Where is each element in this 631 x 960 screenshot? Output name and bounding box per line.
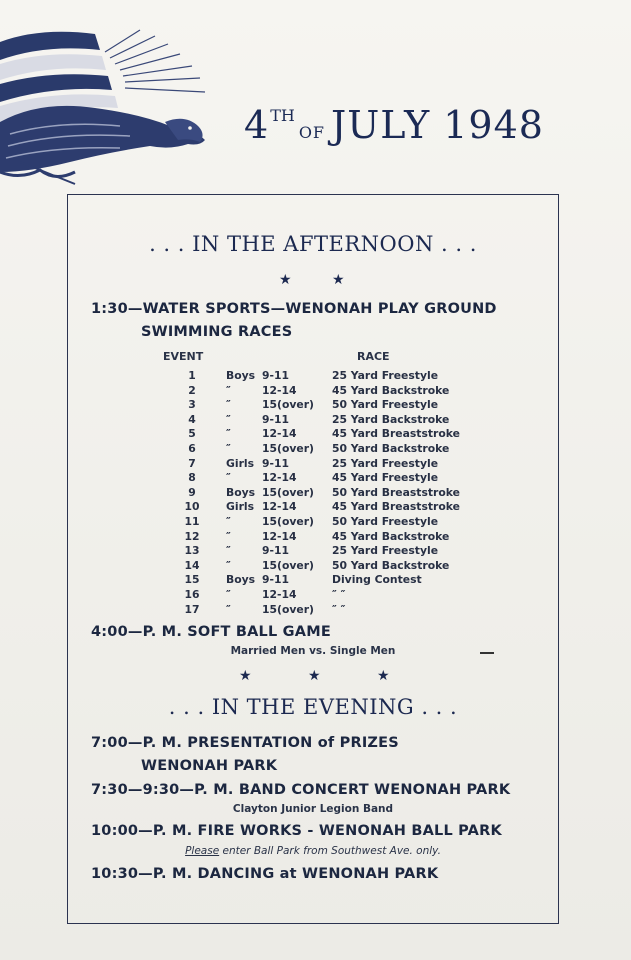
event-race: Diving Contest [332,573,422,587]
event-age: 12-14 [262,529,297,543]
event-race: ″ ″ [332,587,346,601]
star-icon: ★ [377,668,390,684]
event-age: 15(over) [262,441,314,455]
event-race: 50 Yard Freestyle [332,398,439,412]
event-age: 9-11 [262,369,290,382]
band-concert-line: 7:30—9:30—P. M. BAND CONCERT WENONAH PARK [91,782,511,798]
event-number: 13 [184,544,200,558]
prizes-place-line: WENONAH PARK [141,758,278,774]
fireworks-line: 10:00—P. M. FIRE WORKS - WENONAH BALL PARK [91,823,502,839]
event-group: ″ [226,412,231,426]
evening-heading: . . . IN THE EVENING . . . [168,695,458,719]
event-race: 45 Yard Freestyle [332,471,439,485]
event-race: ″ ″ [332,602,346,616]
title-of: OF [298,123,326,142]
event-number: 7 [188,456,196,470]
afternoon-heading: . . . IN THE AFTERNOON . . . [149,232,477,256]
event-group: ″ [226,514,231,528]
event-number: 5 [188,427,196,441]
event-age: 9-11 [262,544,290,558]
prizes-line: 7:00—P. M. PRESENTATION of PRIZES [91,735,399,751]
event-number: 2 [188,383,196,397]
event-number: 3 [188,398,196,412]
table-row [170,486,482,501]
table-row [170,530,482,545]
star-icon: ★ [332,272,345,288]
event-age: 12-14 [262,500,297,514]
event-number: 9 [188,485,196,499]
fireworks-note [67,845,559,857]
event-race: 25 Yard Freestyle [332,456,439,470]
event-number: 14 [184,558,200,572]
ink-mark [480,652,494,654]
table-row [170,427,482,442]
event-group: ″ [226,441,231,455]
event-race: 25 Yard Backstroke [332,412,450,426]
swimming-races-line: SWIMMING RACES [141,324,293,340]
softball-line: 4:00—P. M. SOFT BALL GAME [91,624,331,640]
table-row [170,588,482,603]
event-group: ″ [226,471,231,485]
event-group: ″ [226,529,231,543]
event-age: 12-14 [262,471,297,485]
table-row [170,457,482,472]
event-race: 45 Yard Breaststroke [332,500,461,514]
event-age: 15(over) [262,398,314,412]
event-group: ″ [226,602,231,616]
event-number: 6 [188,441,196,455]
event-race: 25 Yard Freestyle [332,369,439,382]
table-row [170,442,482,457]
event-number: 10 [184,500,200,514]
event-age: 12-14 [262,587,297,601]
band-subtitle: Clayton Junior Legion Band [232,803,394,815]
event-age: 9-11 [262,412,290,426]
dancing-line: 10:30—P. M. DANCING at WENONAH PARK [91,866,439,882]
table-row [170,573,482,588]
event-race: 45 Yard Backstroke [332,383,450,397]
event-group: Boys [226,573,256,587]
event-group: Boys [226,485,256,499]
fireworks-note-rest: enter Ball Park from Southwest Ave. only. [219,845,441,857]
table-row [170,544,482,559]
event-number: 15 [184,573,200,587]
event-race: 25 Yard Freestyle [332,544,439,558]
event-age: 12-14 [262,427,297,441]
events-table [170,369,482,617]
event-number: 8 [188,471,196,485]
star-icon: ★ [239,668,252,684]
event-group: Girls [226,500,255,514]
event-group: ″ [226,427,231,441]
event-group: ″ [226,587,231,601]
event-age: 12-14 [262,383,297,397]
event-group: Girls [226,456,255,470]
event-age: 15(over) [262,602,314,616]
event-age: 15(over) [262,485,314,499]
event-number: 12 [184,529,200,543]
softball-subtitle: Married Men vs. Single Men [230,645,396,657]
table-row [170,413,482,428]
table-row [170,471,482,486]
event-age: 9-11 [262,573,290,587]
table-row [170,369,482,384]
event-group: ″ [226,383,231,397]
star-icon: ★ [279,272,292,288]
event-race: 45 Yard Breaststroke [332,427,461,441]
event-number: 4 [188,412,196,426]
event-group: ″ [226,558,231,572]
eagle-flag-icon [0,22,215,187]
event-number: 17 [184,602,200,616]
event-number: 11 [184,514,200,528]
flyer-title [244,103,574,151]
event-race: 50 Yard Breaststroke [332,485,461,499]
table-row [170,559,482,574]
title-number: 4 [244,103,270,147]
event-race: 50 Yard Backstroke [332,441,450,455]
water-sports-line: 1:30—WATER SPORTS—WENONAH PLAY GROUND [91,301,497,317]
event-age: 15(over) [262,514,314,528]
table-row [170,398,482,413]
event-column-header: EVENT [163,350,204,363]
title-suffix: TH [270,106,295,125]
race-column-header: RACE [357,350,390,363]
event-age: 15(over) [262,558,314,572]
event-number: 1 [188,369,196,382]
fireworks-note-please: Please [185,845,220,857]
event-race: 50 Yard Backstroke [332,558,450,572]
table-row [170,500,482,515]
table-row [170,603,482,618]
event-group: ″ [226,544,231,558]
event-number: 16 [184,587,200,601]
event-group: ″ [226,398,231,412]
event-race: 45 Yard Backstroke [332,529,450,543]
event-age: 9-11 [262,456,290,470]
star-icon: ★ [308,668,321,684]
table-row [170,515,482,530]
table-row [170,384,482,399]
event-group: Boys [226,369,256,382]
event-race: 50 Yard Freestyle [332,514,439,528]
title-rest: JULY 1948 [331,103,544,147]
